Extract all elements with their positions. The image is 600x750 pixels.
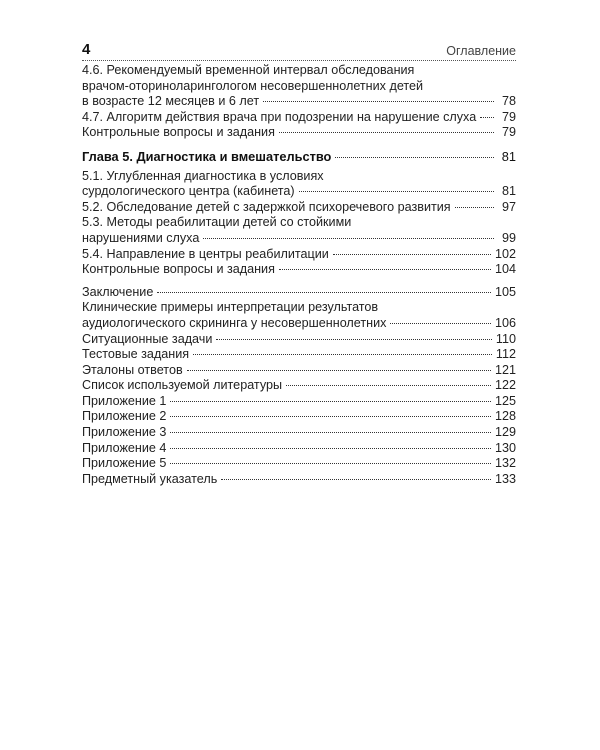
toc-entry-page: 130: [494, 440, 516, 455]
toc-entry-page: 104: [494, 262, 516, 277]
toc-entry-conclusion[interactable]: [82, 285, 516, 301]
toc-chapter-label: Глава 5. Диагностика и вмешательство: [82, 148, 332, 164]
toc-entry-subject-index[interactable]: [82, 472, 516, 488]
toc-entry-page: 79: [501, 109, 516, 124]
dot-leader: [286, 385, 491, 386]
toc-entry-clinical-examples[interactable]: [82, 300, 516, 331]
toc-entry-appendix-2[interactable]: [82, 409, 516, 425]
toc-entry-label: Заключение: [82, 284, 154, 299]
toc-entry-label: Приложение 3: [82, 425, 167, 440]
toc-entry-5-4[interactable]: [82, 247, 516, 263]
dot-leader: [203, 238, 494, 239]
toc-entry-label: Эталоны ответов: [82, 362, 183, 377]
toc-entry-chapter4-questions[interactable]: [82, 125, 516, 141]
dot-leader: [455, 207, 494, 208]
toc-entry-appendix-5[interactable]: [82, 456, 516, 472]
dot-leader: [157, 292, 491, 293]
toc-entry-5-2[interactable]: [82, 200, 516, 216]
toc-entry-page: 81: [501, 148, 516, 164]
toc-entry-label: Тестовые задания: [82, 347, 190, 362]
toc-entry-page: 125: [494, 393, 516, 408]
toc-entry-references[interactable]: [82, 378, 516, 394]
toc-entry-4-7[interactable]: [82, 110, 516, 126]
toc-entry-label: Приложение 1: [82, 393, 167, 408]
toc-entry-page: 102: [494, 246, 516, 261]
toc-entry-page: 128: [494, 409, 516, 424]
toc-entry-label: 5.2. Обследование детей с задержкой психоречевого развития: [82, 199, 451, 214]
table-of-contents: [82, 63, 516, 487]
dot-leader: [335, 157, 494, 158]
toc-entry-situational-tasks[interactable]: [82, 332, 516, 348]
book-page: [82, 40, 516, 487]
toc-entry-5-3[interactable]: [82, 215, 516, 246]
toc-entry-text-line: 5.3. Методы реабилитации детей со стойкими: [82, 215, 352, 230]
toc-entry-text-line: Клинические примеры интерпретации результатов: [82, 300, 379, 315]
toc-entry-page: 122: [494, 378, 516, 393]
dot-leader: [170, 463, 491, 464]
toc-entry-page: 132: [494, 456, 516, 471]
toc-entry-label: нарушениями слуха: [82, 230, 200, 245]
toc-entry-label: Предметный указатель: [82, 471, 218, 486]
toc-entry-page: 97: [501, 199, 516, 214]
toc-entry-page: 129: [494, 425, 516, 440]
toc-entry-test-tasks[interactable]: [82, 347, 516, 363]
dot-leader: [187, 370, 491, 371]
dot-leader: [480, 117, 494, 118]
dot-leader: [279, 269, 491, 270]
dot-leader: [221, 479, 491, 480]
dot-leader: [170, 416, 491, 417]
page-number: 4: [82, 41, 91, 58]
dot-leader: [193, 354, 492, 355]
dot-leader: [216, 339, 492, 340]
toc-entry-4-6[interactable]: [82, 63, 516, 110]
toc-entry-appendix-4[interactable]: [82, 441, 516, 457]
toc-entry-label: 5.4. Направление в центры реабилитации: [82, 246, 329, 261]
toc-entry-5-1[interactable]: [82, 169, 516, 200]
dot-leader: [279, 132, 494, 133]
toc-entry-label: Приложение 5: [82, 456, 167, 471]
toc-entry-label: Список используемой литературы: [82, 378, 283, 393]
dot-leader: [170, 448, 491, 449]
toc-entry-page: 106: [494, 315, 516, 330]
page-header: [82, 40, 516, 61]
toc-entry-page: 105: [494, 284, 516, 299]
dot-leader: [333, 254, 491, 255]
toc-entry-label: Ситуационные задачи: [82, 331, 213, 346]
dot-leader: [170, 432, 491, 433]
toc-entry-page: 121: [494, 362, 516, 377]
toc-entry-label: Приложение 2: [82, 409, 167, 424]
toc-entry-label: Контрольные вопросы и задания: [82, 125, 275, 140]
toc-entry-label: Контрольные вопросы и задания: [82, 262, 275, 277]
dot-leader: [299, 191, 494, 192]
dot-leader: [263, 101, 494, 102]
toc-entry-label: сурдологического центра (кабинета): [82, 184, 295, 199]
toc-entry-text-line: 5.1. Углубленная диагностика в условиях: [82, 168, 324, 183]
toc-entry-page: 78: [501, 94, 516, 109]
toc-entry-answer-keys[interactable]: [82, 363, 516, 379]
dot-leader: [390, 323, 491, 324]
toc-entry-text-line: врачом-оториноларингологом несовершеннолетних детей: [82, 78, 424, 93]
dot-leader: [170, 401, 491, 402]
toc-entry-appendix-3[interactable]: [82, 425, 516, 441]
toc-entry-page: 112: [495, 347, 516, 362]
toc-entry-page: 79: [501, 125, 516, 140]
toc-entry-chapter-5[interactable]: [82, 149, 516, 165]
toc-entry-page: 110: [495, 331, 516, 346]
toc-entry-label: Приложение 4: [82, 440, 167, 455]
toc-entry-label: в возрасте 12 месяцев и 6 лет: [82, 94, 260, 109]
toc-entry-label: 4.7. Алгоритм действия врача при подозрении на нарушение слуха: [82, 109, 477, 124]
running-title: Оглавление: [446, 44, 516, 58]
toc-entry-appendix-1[interactable]: [82, 394, 516, 410]
toc-entry-text-line: 4.6. Рекомендуемый временной интервал обследования: [82, 63, 415, 77]
toc-entry-page: 99: [501, 230, 516, 245]
toc-entry-page: 81: [501, 184, 516, 199]
toc-entry-page: 133: [494, 471, 516, 486]
toc-entry-label: аудиологического скрининга у несовершеннолетних: [82, 315, 387, 330]
toc-entry-chapter5-questions[interactable]: [82, 262, 516, 278]
